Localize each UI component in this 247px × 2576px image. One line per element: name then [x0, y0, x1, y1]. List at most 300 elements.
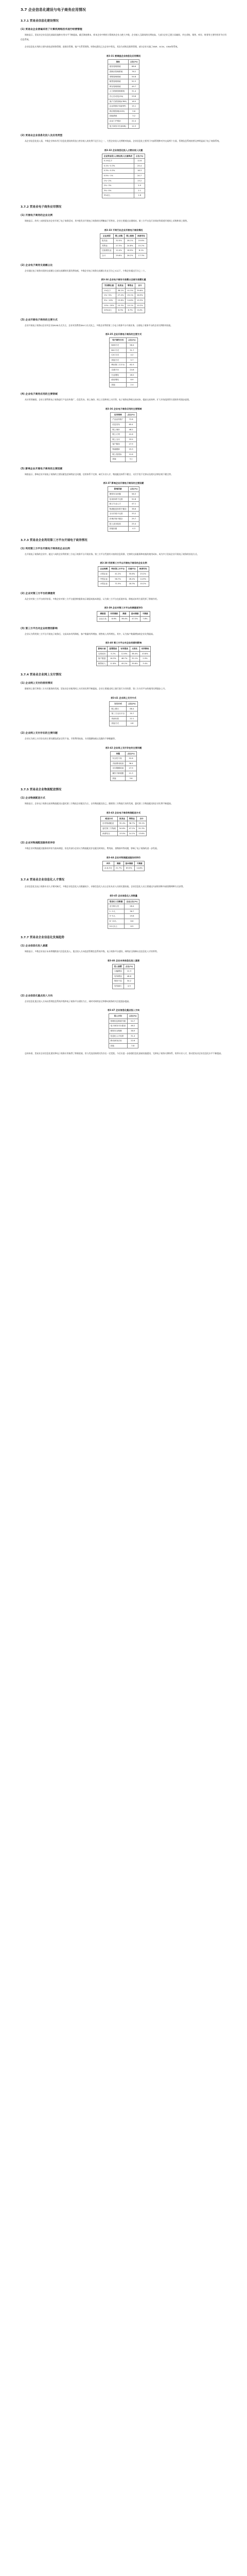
- row-label-cell: 网络安全问题: [108, 492, 128, 497]
- value-cell: 31.4: [128, 89, 139, 94]
- value-cell: 25.1%: [126, 293, 135, 298]
- data-table: [100, 816, 147, 836]
- table-title: 表3-36 企业电子商务应用的主要领域: [105, 407, 142, 410]
- data-table: [109, 701, 137, 726]
- value-cell: 4.8: [127, 721, 137, 726]
- table-title: 表3-42 企业网上支付存在的主要问题: [105, 746, 142, 749]
- value-cell: 12.3: [128, 124, 139, 129]
- subsection-heading: 3.7.5 贸易业企业物流配送情况: [21, 788, 62, 792]
- row-label-cell: 法律法规不健全: [108, 516, 128, 521]
- table-wrapper: [21, 611, 226, 621]
- table-row: [108, 516, 139, 521]
- value-cell: 12.6%: [119, 651, 130, 656]
- row-label-cell: 利用第三方平台: [110, 363, 127, 368]
- value-cell: 38.4%: [130, 651, 139, 656]
- value-cell: 33.5: [126, 437, 136, 442]
- column-header: 显著提高: [108, 647, 119, 652]
- value-cell: 65.4: [126, 422, 136, 428]
- value-cell: 29.8: [128, 94, 139, 99]
- paragraph: 在开展电子商务的企业中，超过六成的企业利用第三方电子商务平台开展业务。第三方平台凭借其丰富的信息资源、完善的交易服务和较低的使用成本，成为中小贸易企业开展电子商务的首选方式。: [25, 552, 199, 555]
- value-cell: 12.6: [126, 452, 136, 457]
- table-row: [102, 183, 145, 189]
- value-cell: 8.1%: [136, 248, 147, 253]
- table-header-row: [102, 154, 145, 159]
- value-cell: 29.6%: [113, 253, 125, 259]
- item-heading: (4) 企业电子商务应用的主要领域: [21, 393, 58, 396]
- value-cell: 63.5%: [123, 866, 135, 871]
- row-label-cell: 自建平台: [110, 367, 127, 372]
- value-cell: 35.6%: [127, 571, 138, 577]
- table-row: [111, 447, 137, 452]
- table-row: [110, 721, 137, 726]
- row-label-cell: 库存管理系统: [108, 84, 128, 89]
- value-cell: 58.7%: [110, 577, 127, 582]
- row-label-cell: 0.1%~0.3%: [102, 163, 134, 168]
- table-header-row: [100, 233, 147, 239]
- row-label-cell: 销售管理系统: [108, 79, 128, 84]
- table-wrapper: [21, 233, 226, 259]
- value-cell: 10.1%: [126, 303, 135, 308]
- table-row: [110, 348, 137, 353]
- value-cell: 54.8: [128, 74, 139, 79]
- row-label-cell: 企业占比: [103, 866, 114, 871]
- value-cell: 49.7: [128, 84, 139, 89]
- table-title: 表3-44 企业对物流配送服务的评价: [106, 856, 141, 859]
- data-table: [97, 611, 150, 621]
- value-cell: 25.4: [128, 521, 139, 527]
- value-cell: 27.9: [126, 766, 136, 771]
- table-row: [108, 527, 139, 532]
- row-label-cell: 0.3%~0.5%: [102, 168, 134, 174]
- row-label-cell: 货到付款: [110, 716, 127, 721]
- row-label-cell: 管理信息系统升级: [109, 1019, 128, 1024]
- row-label-cell: 操作不够便捷: [111, 771, 126, 776]
- row-label-cell: 办公自动化(OA): [108, 94, 128, 99]
- data-table: [108, 486, 140, 531]
- column-header: 两者均有: [136, 233, 147, 239]
- table-row: [111, 432, 137, 437]
- row-label-cell: 大型企业: [98, 571, 110, 577]
- column-header: 支付方式: [110, 702, 127, 707]
- table-row: [110, 367, 137, 372]
- table-row: [108, 909, 139, 914]
- table-row: [110, 378, 137, 383]
- table-row: [111, 422, 137, 428]
- row-label-cell: 其他: [109, 1043, 128, 1048]
- item-heading: (3) 第三方平台对企业经营的影响: [21, 627, 58, 630]
- table-row: [110, 706, 137, 711]
- item-heading: (3) 企业开展电子商务的主要方式: [21, 318, 58, 321]
- table-row: [111, 417, 137, 422]
- value-cell: 38.4: [126, 761, 136, 766]
- table-title: 表3-33 不同行业企业开展电子商务情况: [104, 228, 143, 231]
- table-wrapper: [21, 412, 226, 462]
- table-row: [109, 1019, 138, 1024]
- table-header-row: [109, 1014, 138, 1019]
- column-header: 指标: [108, 59, 128, 64]
- table-wrapper: [21, 486, 226, 531]
- paragraph: 随着网上银行和第三方支付服务的发展，贸易业企业使用网上支付的比例不断提高。企业主要通过网上银行进行支付结算，第三方支付平台的使用比例逐步上升。: [25, 687, 167, 690]
- table-header-row: [102, 283, 145, 289]
- table-row: [111, 427, 137, 432]
- row-label-cell: 两者结合: [101, 831, 118, 836]
- value-cell: 26.4%: [127, 577, 138, 582]
- column-header: 问题: [111, 751, 126, 756]
- row-label-cell: 0.1%以下: [102, 159, 134, 164]
- row-label-cell: 支付限额较低: [111, 766, 126, 771]
- table-row: [110, 358, 137, 363]
- table-row: [103, 866, 145, 871]
- value-cell: 52.3: [128, 79, 139, 84]
- value-cell: 68.4: [127, 706, 137, 711]
- value-cell: 31.4: [128, 1033, 138, 1039]
- table-row: [96, 656, 151, 662]
- table-row: [98, 577, 149, 582]
- table-row: [111, 761, 137, 766]
- row-label-cell: 物流跟踪: [111, 447, 126, 452]
- value-cell: 8.4%: [135, 308, 145, 313]
- data-table: [112, 964, 135, 989]
- row-label-cell: 网上询价: [111, 427, 126, 432]
- table-wrapper: [21, 59, 226, 129]
- column-header: 配送方式: [101, 816, 118, 821]
- paragraph: 调查显示，影响企业开展电子商务的主要因素包括网络安全问题、信用体系不完善、缺乏专业人才、物流配送体系不健全、支付手段不完善以及相关法律法规不健全等。: [25, 472, 173, 476]
- value-cell: 54.7: [128, 1019, 138, 1024]
- value-cell: 32.1%: [130, 656, 139, 662]
- value-cell: 6.9: [127, 378, 137, 383]
- item-heading: (2) 贸易业企业信息化投入及应用类型: [21, 134, 63, 138]
- column-header: 占比(%): [126, 751, 136, 756]
- paragraph: 企业认为网上支付存在的主要问题包括安全性不高、手续费用较高、支付限额较低以及操作不够便捷等。: [25, 737, 117, 740]
- value-cell: 45.2%: [119, 661, 130, 666]
- table-row: [108, 502, 139, 507]
- table-wrapper: [21, 1013, 226, 1048]
- value-cell: 27.4%: [116, 293, 126, 298]
- table-row: [100, 243, 147, 248]
- data-table: [102, 861, 145, 871]
- column-header: 占比(%): [134, 154, 145, 159]
- table-row: [112, 984, 134, 989]
- value-cell: 15.2%: [136, 243, 147, 248]
- table-row: [110, 353, 137, 358]
- table-row: [110, 372, 137, 378]
- table-row: [110, 711, 137, 717]
- row-label-cell: 零售业: [100, 243, 113, 248]
- column-header: 无变化: [130, 647, 139, 652]
- data-table: [108, 899, 140, 929]
- data-table: [102, 154, 146, 198]
- paragraph: 企业信息化及电子商务专业人才相对缺乏，多数企业信息化人员数量较少，专职信息化人员占企业从业人员的比重较低。企业信息化人员主要通过内部培训和外部招聘两种方式获得。: [25, 885, 185, 888]
- column-header: 企业资金投入占营业收入比重构成: [102, 154, 134, 159]
- item-heading: (1) 企业信息化投入意愿: [21, 945, 48, 948]
- value-cell: 47.1: [128, 502, 139, 507]
- table-row: [102, 193, 145, 198]
- value-cell: 48.2: [126, 427, 136, 432]
- column-header: 两者均有: [137, 567, 149, 572]
- table-title: 表3-34 企业电子商务交易额占全部交易额比重: [101, 278, 146, 281]
- row-label-cell: 小型企业: [98, 582, 110, 587]
- row-label-cell: 保持不变: [112, 979, 123, 984]
- table-title: 表3-38 利用第三方平台开展电子商务的企业比例: [100, 562, 147, 565]
- column-header: 影响方面: [96, 647, 108, 652]
- item-heading: (1) 利用第三方平台开展电子商务的企业比例: [21, 547, 70, 550]
- table-row: [108, 492, 139, 497]
- table-row: [108, 89, 139, 94]
- item-heading: (2) 企业电子商务交易额占比: [21, 264, 53, 267]
- value-cell: 21.3: [126, 771, 136, 776]
- table-row: [108, 79, 139, 84]
- table-row: [112, 969, 134, 974]
- table-wrapper: [21, 154, 226, 198]
- value-cell: 3.1: [126, 457, 136, 462]
- value-cell: 21.7%: [114, 866, 123, 871]
- value-cell: 88.6: [128, 64, 139, 70]
- row-label-cell: 其他系统: [108, 114, 128, 119]
- value-cell: 29.7: [128, 516, 139, 521]
- column-header: 不满意: [140, 612, 150, 617]
- value-cell: 13.2: [134, 178, 145, 183]
- table-row: [102, 298, 145, 303]
- table-wrapper: [21, 899, 226, 929]
- column-header: 基本满意: [123, 861, 135, 866]
- column-header: 零售业: [127, 816, 137, 821]
- table-row: [96, 661, 151, 666]
- value-cell: 15.3%: [135, 298, 145, 303]
- table-row: [101, 821, 147, 826]
- value-cell: 56.3: [128, 492, 139, 497]
- value-cell: 5.2%: [108, 651, 119, 656]
- table-row: [108, 84, 139, 89]
- table-row: [98, 571, 149, 577]
- subsection-heading: 3.7.2 贸易业电子商务应用情况: [21, 206, 62, 209]
- table-row: [108, 521, 139, 527]
- table-title: 表3-45 企业信息化人员数量: [110, 894, 137, 897]
- paragraph: 调查显示，企业电子商务交易的物流配送以委托第三方物流企业配送为主，自有物流配送次之。随着第三方物流行业的发展，委托第三方物流配送的企业比例不断提高。: [25, 802, 173, 805]
- column-header: 有所提高: [119, 647, 130, 652]
- row-label-cell: 其他因素: [108, 527, 128, 532]
- table-wrapper: [21, 646, 226, 666]
- value-cell: 39.6%: [135, 288, 145, 293]
- data-table: [109, 1013, 139, 1048]
- value-cell: 10.2%: [135, 303, 145, 308]
- table-row: [109, 1033, 138, 1039]
- value-cell: 14.6%: [126, 298, 135, 303]
- table-row: [109, 1024, 138, 1029]
- column-header: 电子商务方式: [110, 338, 127, 343]
- paragraph: 从企业对第三方平台的评价看，多数企业对第三方平台提供的服务表示满意或基本满意，认为第三方平台在拓展市场、降低成本等方面发挥了积极作用。: [25, 597, 159, 600]
- row-label-cell: 销售收入: [96, 661, 108, 666]
- value-cell: 36.4%: [119, 616, 129, 621]
- column-header: 利用第三方平台: [110, 567, 127, 572]
- paragraph: 总体来看，贸易业企业信息化建设和电子商务应用取得了积极进展，但与发达国家相比仍存在一定差距。今后应进一步加强信息化基础设施建设，完善电子商务支撑体系，培养专业人才，推动贸易业企业信息化水平不断提高。: [25, 1052, 223, 1055]
- value-cell: 32.5%: [113, 239, 125, 244]
- table-row: [108, 69, 139, 74]
- table-row: [111, 771, 137, 776]
- table-header-row: [110, 702, 137, 707]
- value-cell: 54.6%: [117, 826, 127, 831]
- value-cell: 48.6: [123, 974, 134, 979]
- row-label-cell: 无专职人员: [108, 904, 125, 909]
- value-cell: 52.6: [126, 756, 136, 761]
- table-row: [102, 188, 145, 193]
- value-cell: 5.7: [127, 358, 137, 363]
- row-label-cell: 信息化人才培养: [109, 1033, 128, 1039]
- column-header: 自建平台: [127, 567, 138, 572]
- column-header: 占比(%): [128, 1014, 138, 1019]
- table-header-row: [112, 964, 134, 969]
- row-label-cell: 财务管理系统: [108, 64, 128, 70]
- table-row: [111, 442, 137, 447]
- row-label-cell: 10人以上: [108, 924, 125, 929]
- value-cell: 26.5%: [135, 293, 145, 298]
- value-cell: 8.6%: [109, 616, 120, 621]
- value-cell: 22.6: [128, 1039, 138, 1044]
- table-row: [108, 99, 139, 104]
- table-row: [110, 716, 137, 721]
- row-label-cell: 合计: [100, 253, 113, 259]
- table-row: [108, 904, 139, 909]
- value-cell: 18.3: [134, 168, 145, 174]
- table-row: [111, 452, 137, 457]
- paragraph: 调查显示，贸易业企业信息化基础设施和应用水平不断提高。截至调查期末，样本企业中拥有计算机的企业占绝大多数，企业接入互联网的比例较高，大部分企业已建立局域网，并在采购、销售、库存、财务等主要经营环节应用信息系统。: [21, 33, 226, 41]
- row-label-cell: 交易成本: [96, 651, 108, 656]
- table-row: [102, 308, 145, 313]
- table-row: [102, 178, 145, 183]
- value-cell: 16.3%: [108, 656, 119, 662]
- row-label-cell: 企业资源计划(ERP): [108, 104, 128, 109]
- paragraph: 企业信息化应用的主要内容包括财务管理、进销存管理、客户关系管理等。财务电算化已在企业中普及，其次为采购及销售管理，部分企业实施了ERP、SCM、CRM等系统。: [25, 45, 180, 48]
- row-label-cell: 5%~10%: [102, 298, 116, 303]
- value-cell: 8.7%: [126, 308, 135, 313]
- column-header: 满意: [119, 612, 129, 617]
- value-cell: 6.5: [125, 924, 139, 929]
- value-cell: 8.6: [125, 919, 139, 924]
- paragraph: 企业通过电子商务实现的交易额占全部交易额的比重仍然较低，多数企业电子商务交易额占比在百分之五以下，少数企业超过百分之二十。: [25, 269, 147, 272]
- value-cell: 3.2: [128, 114, 139, 119]
- item-heading: (1) 贸易业企业普遍采用了计算机网络技术进行经营管理: [21, 28, 82, 31]
- table-title: 表3-37 影响企业开展电子商务的主要因素: [103, 482, 144, 485]
- value-cell: 13.6%: [137, 831, 147, 836]
- item-heading: (2) 企业对第三方平台的满意度: [21, 592, 55, 595]
- table-row: [97, 616, 150, 621]
- value-cell: 43.8%: [139, 651, 151, 656]
- row-label-cell: 采购管理系统: [108, 74, 128, 79]
- row-label-cell: 其他方式: [110, 358, 127, 363]
- value-cell: 9.6: [128, 109, 139, 114]
- value-cell: 41.5%: [126, 288, 135, 293]
- table-title: 表3-32 企业信息化投入占营业收入比重: [104, 148, 143, 151]
- table-row: [102, 174, 145, 179]
- table-row: [108, 124, 139, 129]
- row-label-cell: 1~2人: [108, 909, 125, 914]
- row-label-cell: 缺乏专业人才: [108, 502, 128, 507]
- data-table: [108, 59, 140, 129]
- table-row: [101, 826, 147, 831]
- table-row: [108, 118, 139, 124]
- table-header-row: [111, 412, 137, 417]
- paragraph: 企业开展电子商务以企业对企业(B2B)方式为主，企业对消费者(B2C)方式次之。多数企业利用第三方电子商务平台开展业务，自建电子商务平台的企业比例相对较低。: [25, 324, 173, 327]
- value-cell: 22.1: [127, 716, 137, 721]
- row-label-cell: 1%~2%: [102, 178, 134, 183]
- row-label-cell: 网上支付: [111, 437, 126, 442]
- row-label-cell: 物流配送体系不健全: [108, 506, 128, 512]
- table-header-row: [111, 751, 137, 756]
- value-cell: 25.4: [134, 163, 145, 168]
- row-label-cell: 2%~3%: [102, 183, 134, 189]
- value-cell: 35.7: [127, 711, 137, 717]
- value-cell: 15.8%: [116, 298, 126, 303]
- row-label-cell: 10%~20%: [102, 303, 116, 308]
- row-label-cell: 其他: [111, 457, 126, 462]
- row-label-cell: 网上银行: [110, 706, 127, 711]
- row-label-cell: 第三方支付平台: [110, 711, 127, 717]
- row-label-cell: 信息发布: [111, 422, 126, 428]
- row-label-cell: 0.5%~1%: [102, 174, 134, 179]
- value-cell: 19.6%: [136, 239, 147, 244]
- column-header: 企业规模: [98, 567, 110, 572]
- table-wrapper: [21, 566, 226, 586]
- value-cell: 48.7%: [119, 656, 130, 662]
- table-row: [102, 293, 145, 298]
- subsection-heading: 3.7.1 贸易业信息化建设情况: [21, 20, 59, 23]
- row-label-cell: 客户服务: [111, 442, 126, 447]
- value-cell: 24.8%: [125, 243, 136, 248]
- row-label-cell: 企业门户网站: [108, 118, 128, 124]
- value-cell: 18.2: [127, 372, 137, 378]
- value-cell: 4.9: [123, 984, 134, 989]
- column-header: 合计: [137, 816, 147, 821]
- row-label-cell: 进销存管理系统: [108, 69, 128, 74]
- paragraph: 从应用领域看，企业主要利用电子商务进行产品宣传推广、信息发布、网上询价、网上订货和网上支付等。电子商务在降低交易成本、提高交易效率、扩大市场范围等方面的作用逐步显现。: [25, 398, 191, 401]
- row-label-cell: 网上订货: [111, 432, 126, 437]
- value-cell: 12.4%: [113, 248, 125, 253]
- table-row: [98, 582, 149, 587]
- row-label-cell: 大幅增加: [112, 969, 123, 974]
- row-label-cell: 移动商务应用: [109, 1039, 128, 1044]
- table-header-row: [101, 816, 147, 821]
- table-title: 表3-40 第三方平台对企业经营的影响: [105, 641, 142, 645]
- value-cell: 19.8: [125, 914, 139, 919]
- table-row: [109, 1039, 138, 1044]
- row-label-cell: 政府网站: [110, 378, 127, 383]
- row-label-cell: 供应链管理(SCM): [108, 109, 128, 114]
- column-header: 零售业: [126, 283, 135, 289]
- table-row: [108, 506, 139, 512]
- table-header-row: [97, 612, 150, 617]
- row-label-cell: 投入成本较高: [108, 521, 128, 527]
- data-table: [98, 566, 149, 586]
- value-cell: 20.7: [134, 174, 145, 179]
- table-row: [108, 914, 139, 919]
- data-table: [110, 412, 137, 462]
- value-cell: 19.3: [126, 447, 136, 452]
- row-label-cell: 支付手段不完善: [108, 512, 128, 517]
- value-cell: 52.8: [128, 497, 139, 502]
- value-cell: 71.5%: [110, 582, 127, 587]
- table-row: [108, 109, 139, 114]
- table-title: 表3-41 企业网上支付方式: [111, 697, 136, 700]
- value-cell: 58.4: [127, 343, 137, 348]
- row-label-cell: 电子商务平台(B2B): [108, 124, 128, 129]
- table-row: [111, 766, 137, 771]
- document-page: [0, 0, 247, 1072]
- value-cell: 3.6: [126, 776, 136, 781]
- table-wrapper: [21, 751, 226, 782]
- paragraph: 调查显示，约有三成的贸易业企业开展了电子商务活动，其中批发业开展电子商务的比例略高于零售业。企业主要通过自建网站、第三方平台及行业网站等渠道开展网上采购和网上销售。: [25, 219, 189, 223]
- row-label-cell: 有所减少: [112, 984, 123, 989]
- value-cell: 46.2: [128, 1024, 138, 1029]
- row-label-cell: 企业占比: [97, 616, 109, 621]
